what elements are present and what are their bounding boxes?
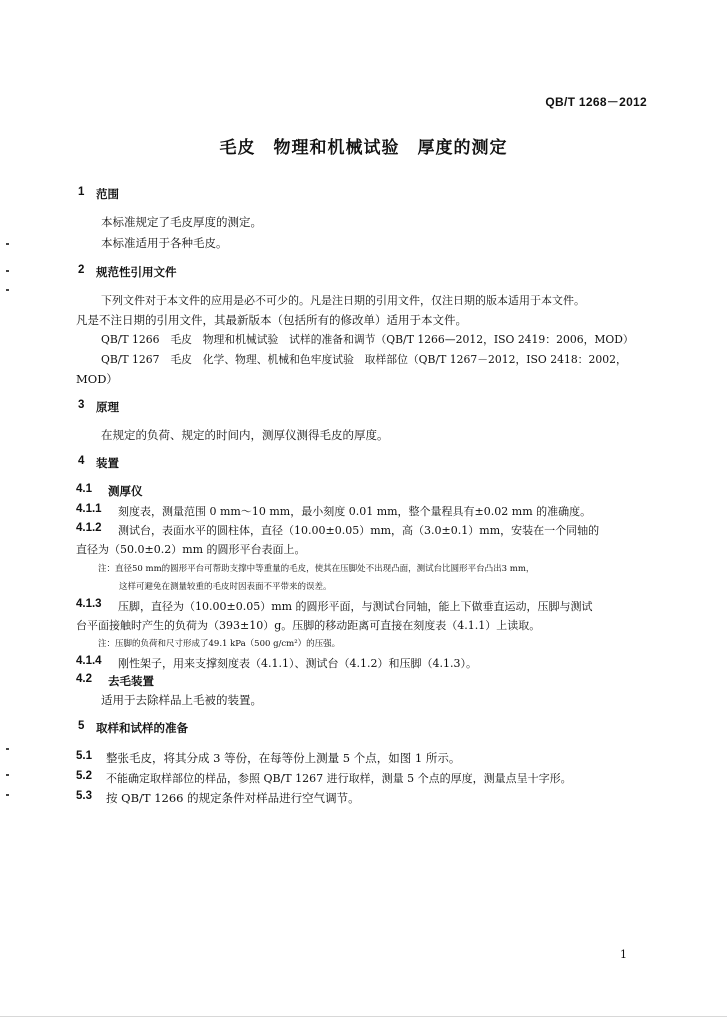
section-4-1-title: 测厚仪 [108, 484, 143, 498]
section-5-3-text: 按 QB/T 1266 的规定条件对样品进行空气调节。 [106, 791, 360, 805]
note-1-line-2: 这样可避免在测量较重的毛皮时因表面不平带来的误差。 [119, 582, 332, 592]
section-2-para-line-2: 凡是不注日期的引用文件，其最新版本（包括所有的修改单）适用于本文件。 [76, 313, 467, 327]
section-4-1-1-text: 刻度表，测量范围 0 mm～10 mm，最小刻度 0.01 mm，整个量程具有±0.02 mm 的准确度。 [118, 505, 592, 518]
section-4-2-title: 去毛装置 [108, 674, 154, 688]
section-5-3-number: 5.3 [76, 790, 92, 802]
section-1-para-2: 本标准适用于各种毛皮。 [101, 236, 228, 250]
section-5-2-number: 5.2 [76, 770, 92, 782]
section-5-2-text: 不能确定取样部位的样品，参照 QB/T 1267 进行取样，测量 5 个点的厚度，测量点呈十字形。 [106, 772, 572, 785]
section-4-1-1-number: 4.1.1 [76, 503, 102, 515]
reference-qbt-1266: QB/T 1266 毛皮 物理和机械试验 试样的准备和调节（QB/T 1266—2012，ISO 2419：2006，MOD） [101, 333, 634, 346]
note-2: 注：压脚的负荷和尺寸形成了49.1 kPa（500 g/cm²）的压强。 [98, 639, 341, 649]
reference-qbt-1267-cont: MOD） [76, 372, 118, 386]
section-4-1-number: 4.1 [76, 483, 92, 495]
section-4-1-4-number: 4.1.4 [76, 655, 102, 667]
section-5-1-number: 5.1 [76, 750, 92, 762]
section-5-title: 取样和试样的准备 [96, 721, 188, 735]
section-2-para-line-1: 下列文件对于本文件的应用是必不可少的。凡是注日期的引用文件，仅注日期的版本适用于本文件。 [101, 294, 585, 307]
section-3-para-1: 在规定的负荷、规定的时间内，测厚仪测得毛皮的厚度。 [101, 428, 389, 442]
section-4-1-3-number: 4.1.3 [76, 598, 102, 610]
scan-mark [6, 289, 9, 291]
section-1-para-1: 本标准规定了毛皮厚度的测定。 [101, 215, 262, 229]
document-title: 毛皮 物理和机械试验 厚度的测定 [219, 138, 508, 158]
page-number: 1 [620, 948, 627, 961]
section-4-1-3-text-cont: 台平面接触时产生的负荷为（393±10）g。压脚的移动距离可直接在刻度表（4.1.1）上读取。 [76, 619, 541, 632]
section-4-1-3-text: 压脚，直径为（10.00±0.05）mm 的圆形平面，与测试台同轴，能上下做垂直运动，压脚与测试 [118, 600, 593, 613]
scan-mark [6, 794, 9, 796]
reference-qbt-1267: QB/T 1267 毛皮 化学、物理、机械和色牢度试验 取样部位（QB/T 1267－2012，ISO 2418：2002， [101, 353, 627, 366]
section-4-1-2-text-cont: 直径为（50.0±0.2）mm 的圆形平台表面上。 [76, 543, 306, 556]
section-3-number: 3 [78, 399, 85, 411]
section-1-title: 范围 [96, 187, 119, 201]
standard-number: QB/T 1268－2012 [545, 95, 647, 109]
scan-mark [6, 243, 9, 245]
section-3-title: 原理 [96, 400, 119, 414]
bottom-edge-line [0, 1016, 727, 1017]
section-4-1-2-number: 4.1.2 [76, 522, 102, 534]
section-2-number: 2 [78, 264, 85, 276]
scan-mark [6, 748, 9, 750]
note-1-line-1: 注：直径50 mm的圆形平台可帮助支撑中等重量的毛皮，使其在压脚处不出现凸面，测试台比圆形平台凸出3 mm， [98, 564, 535, 574]
section-4-2-text: 适用于去除样品上毛被的装置。 [101, 693, 262, 707]
section-4-number: 4 [78, 455, 85, 467]
section-4-1-2-text: 测试台，表面水平的圆柱体，直径（10.00±0.05）mm，高（3.0±0.1）mm，安装在一个同轴的 [118, 524, 600, 537]
section-5-1-text: 整张毛皮，将其分成 3 等份，在每等份上测量 5 个点，如图 1 所示。 [106, 751, 461, 765]
section-5-number: 5 [78, 720, 85, 732]
section-1-number: 1 [78, 186, 85, 198]
section-4-title: 装置 [96, 456, 119, 470]
section-2-title: 规范性引用文件 [96, 265, 177, 279]
section-4-1-4-text: 刚性架子，用来支撑刻度表（4.1.1）、测试台（4.1.2）和压脚（4.1.3）。 [118, 657, 477, 670]
section-4-2-number: 4.2 [76, 673, 92, 685]
scan-mark [6, 774, 9, 776]
scan-mark [6, 270, 9, 272]
